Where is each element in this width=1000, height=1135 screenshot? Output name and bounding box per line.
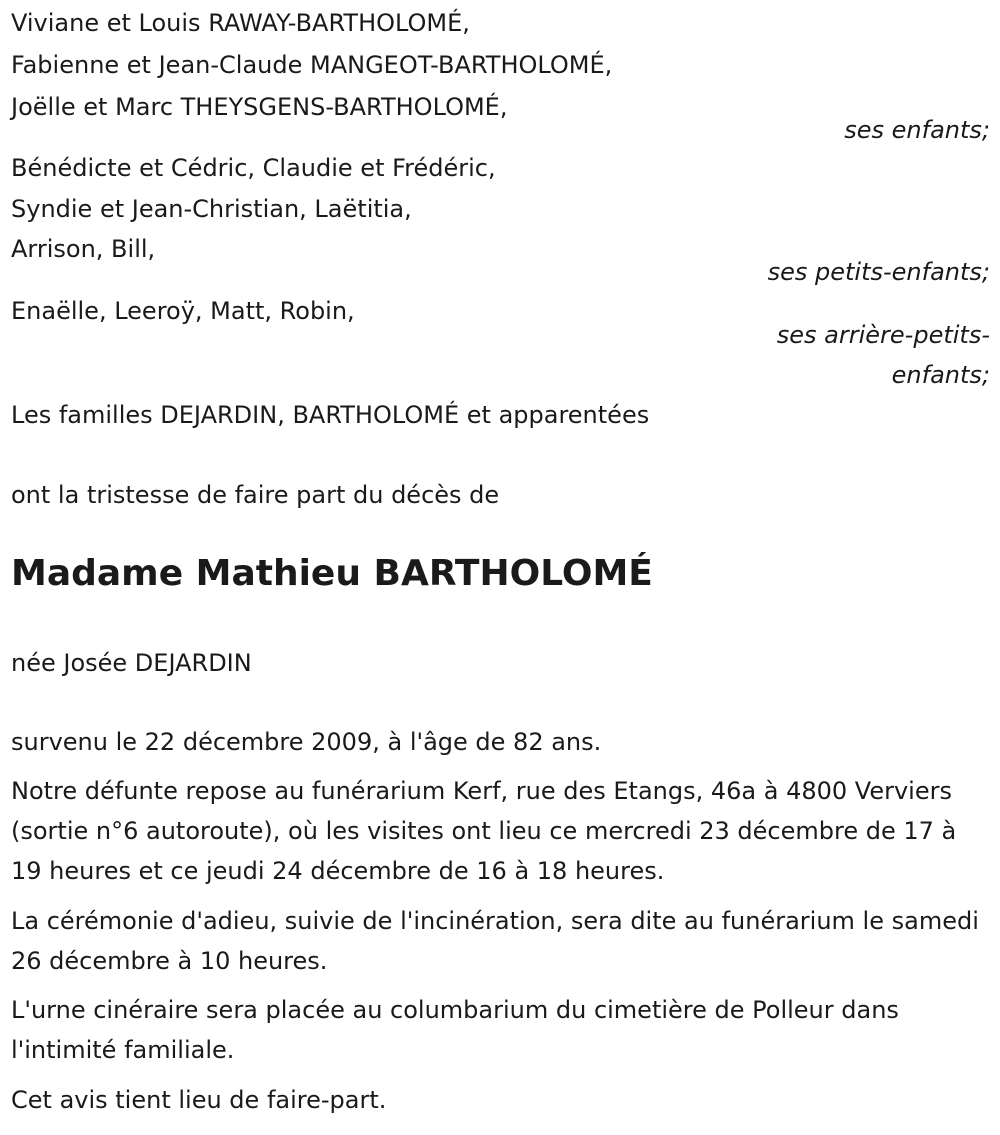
- maiden-name: née Josée DEJARDIN: [11, 649, 252, 677]
- grandchild-line: Arrison, Bill,: [11, 235, 156, 263]
- families-line: Les familles DEJARDIN, BARTHOLOMÉ et apparentées: [11, 401, 650, 429]
- grandchild-line: Syndie et Jean-Christian, Laëtitia,: [11, 195, 412, 223]
- child-line: Joëlle et Marc THEYSGENS-BARTHOLOMÉ,: [11, 93, 508, 121]
- children-role-label: ses enfants;: [844, 116, 990, 144]
- grandchild-line: Bénédicte et Cédric, Claudie et Frédéric,: [11, 154, 496, 182]
- death-info: survenu le 22 décembre 2009, à l'âge de 82 ans.: [11, 728, 602, 756]
- urn-paragraph: L'urne cinéraire sera placée au columbarium du cimetière de Polleur dans l'intimité familiale.: [11, 996, 899, 1064]
- repose-paragraph: Notre défunte repose au funérarium Kerf, rue des Etangs, 46a à 4800 Verviers (sortie n°6 autoroute), où les visites ont lieu ce mercredi 23 décembre de 17 à 19 heures et ce jeudi 24 décembre de 16 à 18 heures.: [11, 777, 957, 885]
- great-grandchildren-role-label-continued: enfants;: [891, 361, 990, 389]
- closing-line: Cet avis tient lieu de faire-part.: [11, 1086, 387, 1114]
- great-grandchildren-role-label: ses arrière-petits-: [776, 321, 990, 349]
- child-line: Fabienne et Jean-Claude MANGEOT-BARTHOLOMÉ,: [11, 51, 613, 79]
- announcement-line: ont la tristesse de faire part du décès de: [11, 481, 500, 509]
- child-line: Viviane et Louis RAWAY-BARTHOLOMÉ,: [11, 9, 470, 37]
- grandchildren-role-label: ses petits-enfants;: [767, 258, 990, 286]
- ceremony-paragraph: La cérémonie d'adieu, suivie de l'incinération, sera dite au funérarium le samedi 26 décembre à 10 heures.: [11, 907, 979, 975]
- great-grandchild-line: Enaëlle, Leeroÿ, Matt, Robin,: [11, 297, 355, 325]
- deceased-name: Madame Mathieu BARTHOLOMÉ: [11, 553, 653, 594]
